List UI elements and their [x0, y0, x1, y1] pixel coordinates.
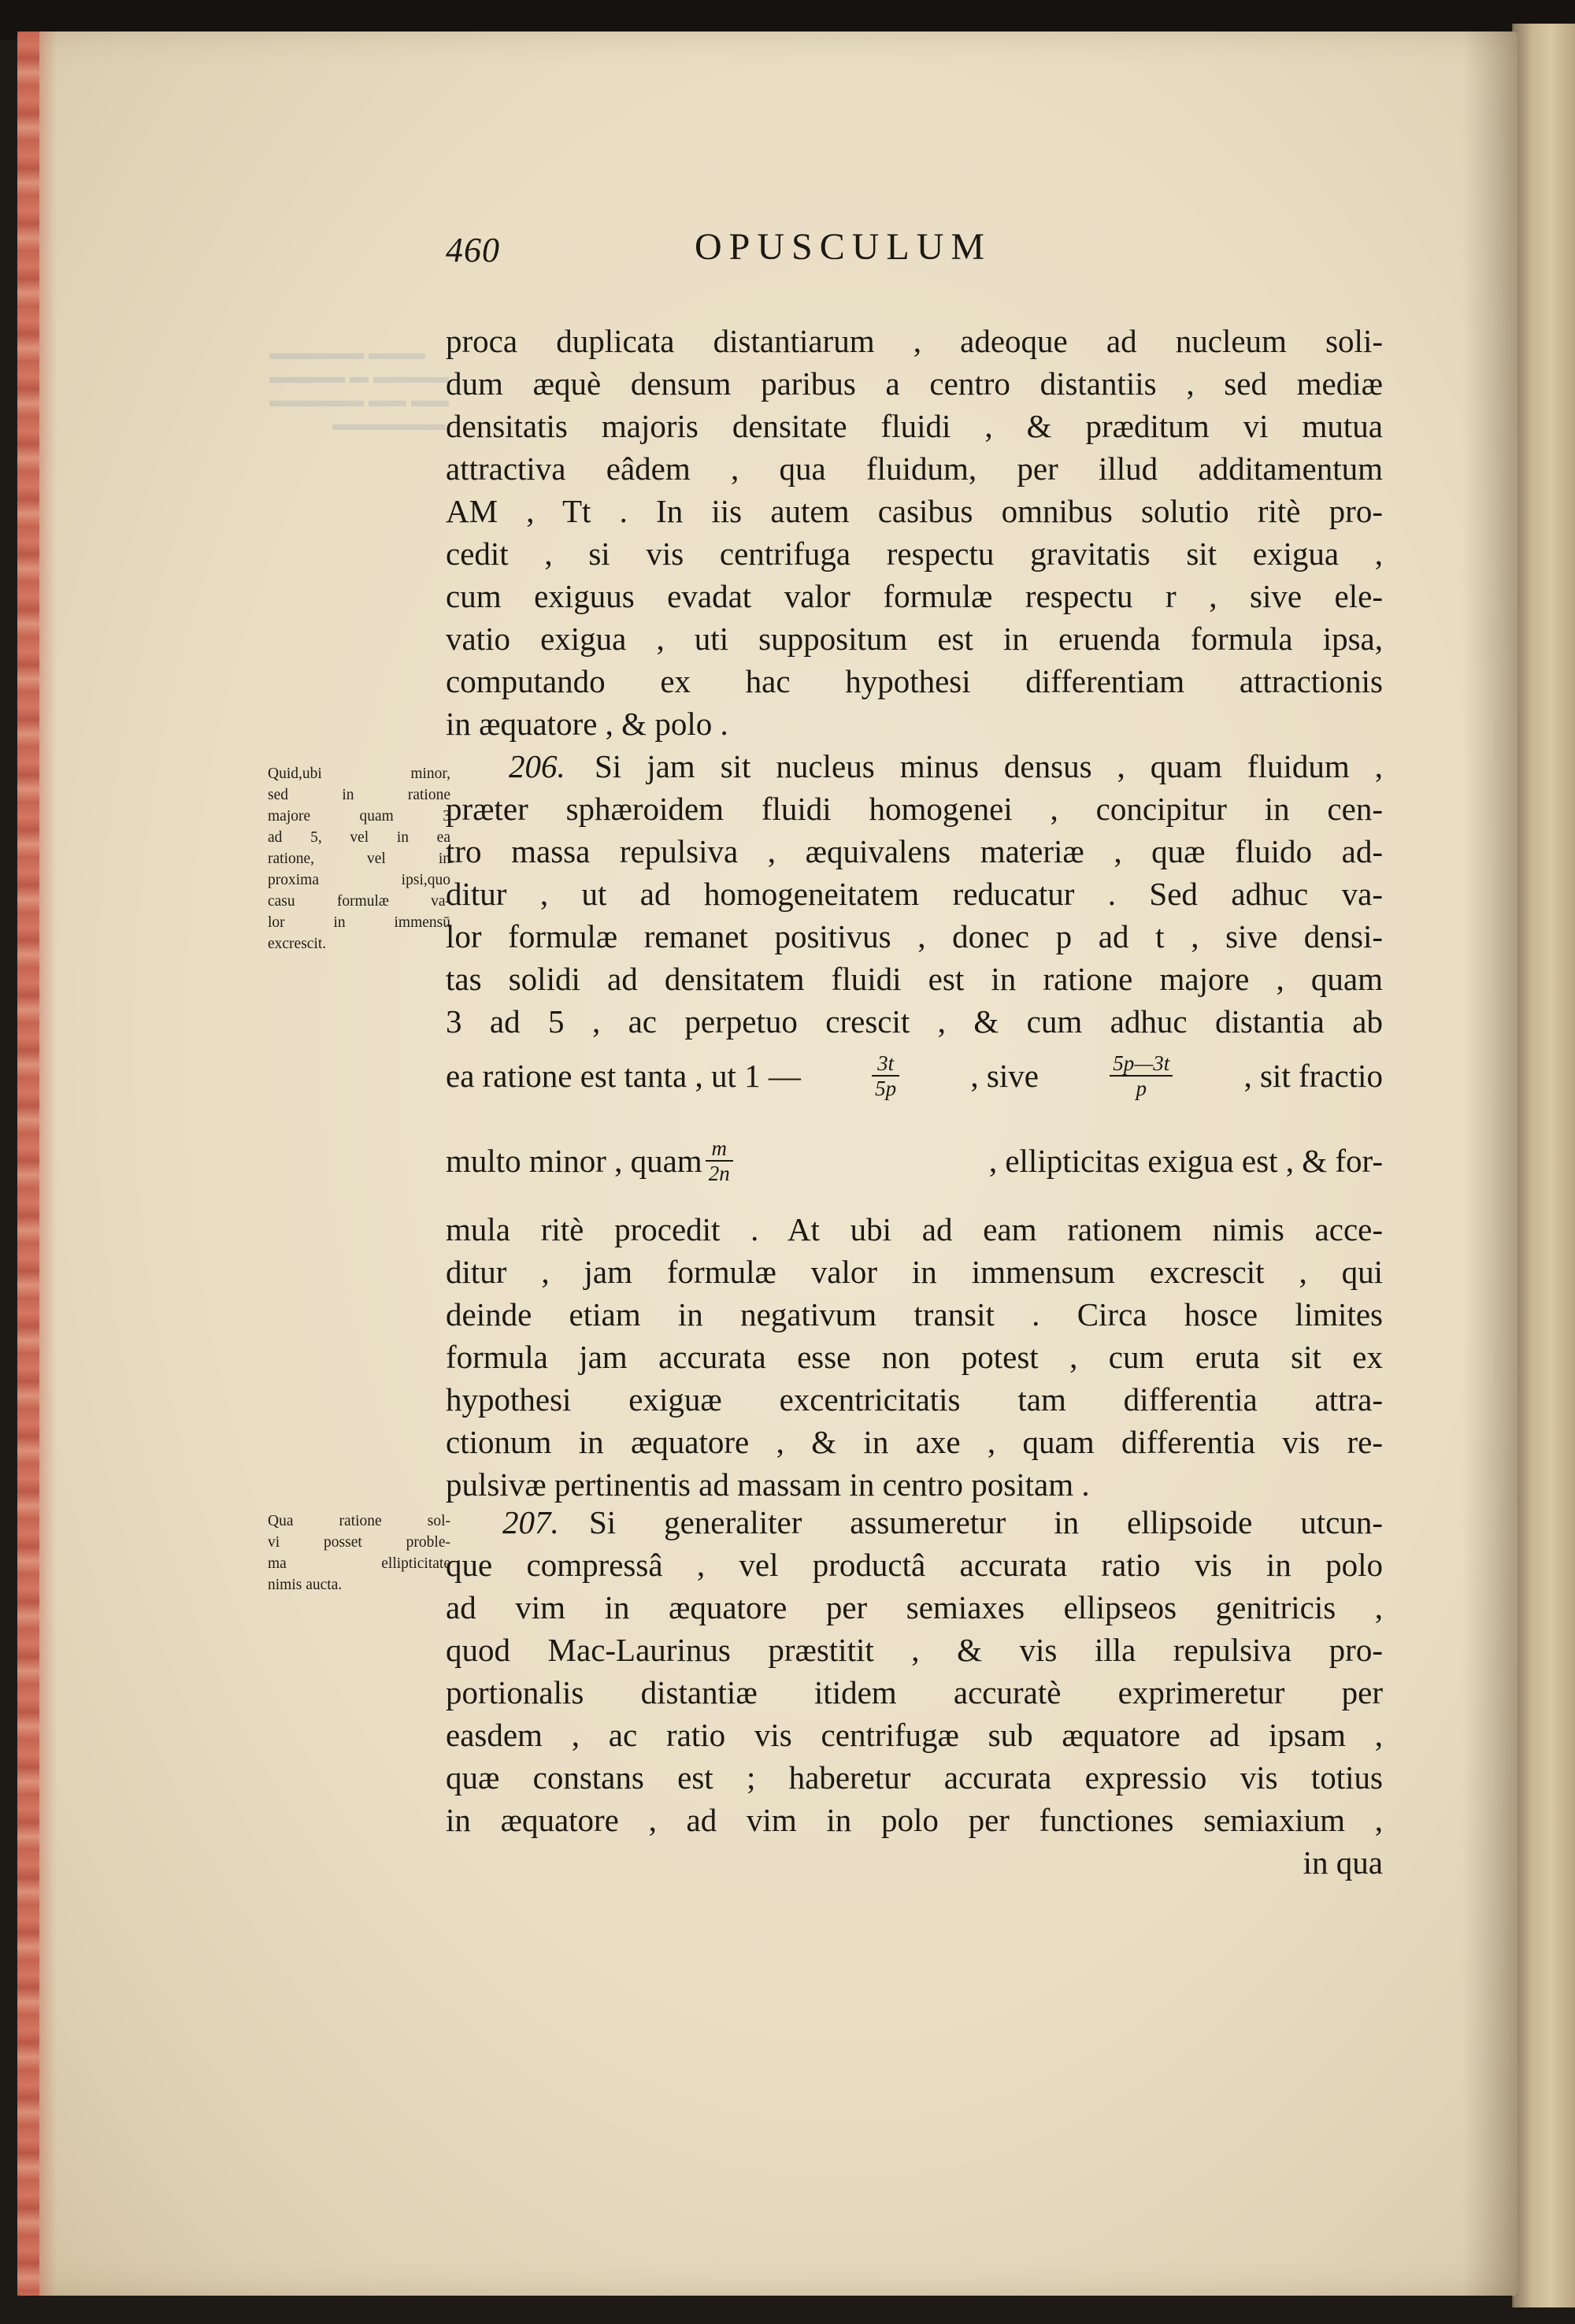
margin-note-line: ratione, vel in — [268, 851, 450, 867]
formula-text: , sive — [970, 1058, 1039, 1094]
paragraph-number-206: 206. — [509, 748, 565, 784]
margin-note-206 — [268, 763, 450, 954]
red-page-edge — [17, 32, 39, 2296]
formula-line-1 — [446, 1044, 1383, 1107]
text-line: tas solidi ad densitatem fluidi est in ratione majore , quam — [446, 961, 1383, 997]
text-line: Si jam sit nucleus minus densus , quam fluidum , — [595, 748, 1383, 784]
text-line: computando ex hac hypothesi differentiam attractionis — [446, 663, 1383, 699]
margin-note-line: majore quam 3 — [268, 808, 450, 825]
text-line: lor formulæ remanet positivus , donec p ad t , sive densi- — [446, 918, 1383, 954]
text-line: ditur , ut ad homogeneitatem reducatur . Sed adhuc va- — [446, 876, 1383, 912]
formula-text: ea ratione est tanta , ut 1 — — [446, 1058, 801, 1094]
text-line: dum æquè densum paribus a centro distantiis , sed mediæ — [446, 365, 1383, 402]
formula-text: multo minor , quam — [446, 1143, 702, 1179]
fraction-denominator: 5p — [875, 1077, 897, 1100]
paragraph-number-207: 207. — [502, 1504, 559, 1540]
text-line: in æquatore , & polo . — [446, 706, 728, 742]
show-through-decoration: ▬▬▬▬ ▬ ▬▬▬▬ — [269, 367, 449, 387]
text-line: 3 ad 5 , ac perpetuo crescit , & cum adhuc distantia ab — [446, 1003, 1383, 1040]
fraction-denominator: 2n — [708, 1162, 730, 1185]
show-through-decoration: ▬▬▬▬▬▬ — [332, 414, 446, 435]
text-line: deinde etiam in negativum transit . Circa hosce limites — [446, 1296, 1383, 1333]
margin-note-line: Qua ratione sol- — [268, 1513, 450, 1529]
text-line: formula jam accurata esse non potest , cum eruta sit ex — [446, 1339, 1383, 1375]
margin-note-line: Quid,ubi minor, — [268, 765, 450, 782]
fraction-3t-over-5p — [872, 1051, 899, 1100]
formula-text: , ellipticitas exigua est , & for- — [988, 1143, 1383, 1179]
formula-text: , sit fractio — [1243, 1058, 1383, 1094]
margin-note-line: excrescit. — [268, 936, 327, 952]
margin-note-line: casu formulæ va- — [268, 893, 450, 910]
text-line: cum exiguus evadat valor formulæ respectu r , sive ele- — [446, 578, 1383, 614]
catchword: in qua — [1303, 1844, 1383, 1881]
text-line: mula ritè procedit . At ubi ad eam rationem nimis acce- — [446, 1211, 1383, 1247]
text-line: proca duplicata distantiarum , adeoque ad nucleum soli- — [446, 323, 1383, 359]
margin-note-line: vi posset proble- — [268, 1534, 450, 1551]
text-line: cedit , si vis centrifuga respectu gravitatis sit exigua , — [446, 536, 1383, 572]
text-line: easdem , ac ratio vis centrifugæ sub æquatore ad ipsam , — [446, 1717, 1383, 1753]
text-line: ad vim in æquatore per semiaxes ellipseos genitricis , — [446, 1589, 1383, 1625]
margin-note-line: proxima ipsi,quo — [268, 872, 450, 888]
margin-note-line: ad 5, vel in ea — [268, 829, 450, 846]
formula-group — [446, 1129, 736, 1192]
fraction-denominator: p — [1136, 1077, 1147, 1100]
text-line-207-first — [446, 1501, 587, 1544]
text-line: AM , Tt . In iis autem casibus omnibus solutio ritè pro- — [446, 493, 1383, 529]
margin-note-207 — [268, 1510, 450, 1596]
margin-note-line: lor in immensū — [268, 914, 450, 931]
fraction-numerator: m — [706, 1136, 733, 1162]
margin-note-line: nimis aucta. — [268, 1577, 343, 1593]
margin-note-line: ma ellipticitate — [268, 1555, 450, 1572]
fraction-m-over-2n — [706, 1136, 733, 1185]
gutter-shadow — [1462, 32, 1518, 2296]
fraction-numerator: 3t — [872, 1051, 899, 1077]
adjacent-page-edge — [1512, 24, 1575, 2307]
page-number: 460 — [446, 231, 500, 269]
text-line: quod Mac-Laurinus præstitit , & vis illa repulsiva pro- — [446, 1632, 1383, 1668]
text-line: quæ constans est ; haberetur accurata expressio vis totius — [446, 1759, 1383, 1796]
running-head — [446, 226, 1391, 277]
text-line: vatio exigua , uti suppositum est in eruenda formula ipsa, — [446, 621, 1383, 657]
text-line: tro massa repulsiva , æquivalens materiæ , quæ fluido ad- — [446, 833, 1383, 869]
text-line: que compressâ , vel productâ accurata ratio vis in polo — [446, 1547, 1383, 1583]
fraction-5p-3t-over-p — [1110, 1051, 1173, 1100]
text-line: pulsivæ pertinentis ad massam in centro positam . — [446, 1466, 1090, 1503]
text-line: densitatis majoris densitate fluidi , & præditum vi mutua — [446, 408, 1383, 444]
text-line: ctionum in æquatore , & in axe , quam differentia vis re- — [446, 1424, 1383, 1460]
text-line: in æquatore , ad vim in polo per functiones semiaxium , — [446, 1802, 1383, 1838]
text-line: Si generaliter assumeretur in ellipsoide utcun- — [589, 1504, 1383, 1540]
show-through-decoration: ▬▬▬▬▬ ▬▬ ▬▬ — [269, 391, 449, 411]
red-edge-fade — [39, 32, 57, 2296]
show-through-decoration: ▬▬▬▬▬ ▬▬▬ — [269, 343, 425, 364]
text-line: hypothesi exiguæ excentricitatis tam differentia attra- — [446, 1381, 1383, 1418]
formula-line-2 — [446, 1129, 1383, 1192]
text-line: præter sphæroidem fluidi homogenei , concipitur in cen- — [446, 791, 1383, 827]
text-line: attractiva eâdem , qua fluidum, per illud additamentum — [446, 450, 1383, 487]
text-line: portionalis distantiæ itidem accuratè exprimeretur per — [446, 1674, 1383, 1711]
text-line: ditur , jam formulæ valor in immensum excrescit , qui — [446, 1254, 1383, 1290]
page-heading: OPUSCULUM — [695, 226, 992, 268]
fraction-numerator: 5p—3t — [1110, 1051, 1173, 1077]
margin-note-line: sed in ratione — [268, 787, 450, 803]
